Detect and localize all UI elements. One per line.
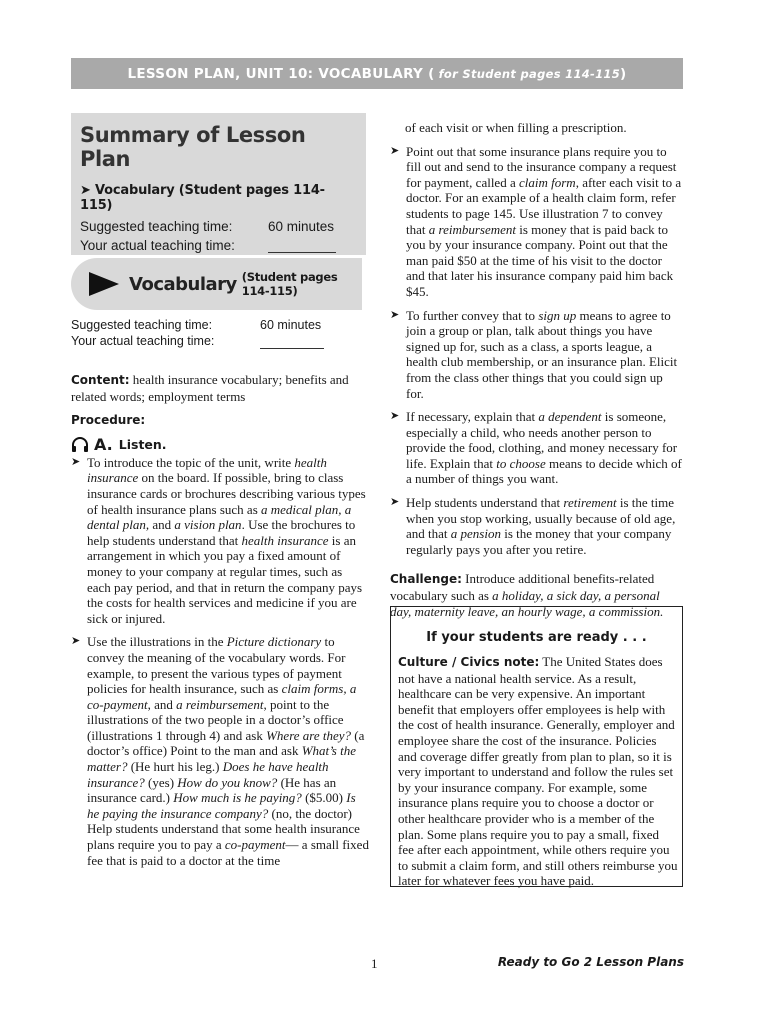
vocab-suggested-row: Suggested teaching time: 60 minutes [71, 318, 322, 332]
right-column [390, 120, 683, 619]
header-subtitle: for Student pages 114-115 [438, 66, 621, 81]
procedure-label: Procedure: [71, 413, 146, 428]
blank-line [260, 334, 324, 349]
header-bar: LESSON PLAN, UNIT 10: VOCABULARY ( for Student pages 114-115 ) [71, 58, 683, 89]
list-item: ➤ To introduce the topic of the unit, write health insurance on the board. If possible, bring to class insurance cards or brochures describing various types of health insurance plans such as a medical plan, a dental plan, and a vision plan. Use the brochures to help students understand that health insurance is an arrangement in which you pay a fixed amount of money to your company at regular times, such as each pay period, and that in return the company pays the costs for health services and medicine if you are sick or injured. [71, 455, 369, 627]
culture-note: Culture / Civics note: The United States does not have a national health service. As a result, healthcare can be very expensive. An important benefit that employers offer employees is help with the cost of health insurance. Generally, employer and employee share the cost of the insurance. Policies and coverage differ greatly from plan to plan, so it is very important to understand and follow the rules set by your insurance company. For example, some insurance plans require you to choose a doctor or other healthcare provider who is a member of the plan. Some plans require you to pay a small, fixed fee after each appointment, while others require you to submit a claim form, and still others reimburse you later for whatever fees you have paid. [398, 654, 678, 889]
vocabulary-pages: (Student pages 114-115) [241, 270, 338, 298]
summary-box [71, 113, 366, 255]
listen-heading: A. Listen. [71, 437, 369, 453]
list-item: ➤ Point out that some insurance plans require you to fill out and send to the insurance company a request for payment, called a claim form, after each visit to a doctor. For an example of a health claim form, refer students to page 145. Use illustration 7 to convey that a reimbursement is money that is paid back to you by your insurance company. Point out that the man paid $50 at the time of his visit to the doctor and that later his insurance company paid him back $45. [390, 144, 683, 300]
content-paragraph: Content: health insurance vocabulary; benefits and related words; employment terms [71, 372, 349, 404]
list-item: ➤ Help students understand that retirement is the time when you stop working, usually because of old age, and that a pension is the money that your company regularly pays you after you retire. [390, 495, 683, 557]
book-title: Ready to Go 2 Lesson Plans [497, 955, 684, 969]
ready-heading: If your students are ready . . . [426, 630, 647, 645]
vocabulary-heading: Vocabulary [129, 273, 237, 295]
header-title: LESSON PLAN, UNIT 10: VOCABULARY ( [127, 65, 435, 82]
vocabulary-banner [71, 258, 362, 310]
arrow-icon [89, 272, 119, 296]
left-column [71, 372, 369, 868]
list-item: ➤ Use the illustrations in the Picture dictionary to convey the meaning of the vocabulary words. For example, to present the various types of payment policies for health insurance, such as claim forms, a co-payment, and a reimbursement, point to the illustrations of the two people in a doctor’s office (illustrations 1 through 4) and ask Where are they? (a doctor’s office) Point to the man and ask What’s the matter? (He hurt his leg.) Does he have health insurance? (yes) How do you know? (He has an insurance card.) How much is he paying? ($5.00) Is he paying the insurance company? (no, the doctor) Help students understand that some health insurance plans require you to pay a co-payment— a small fixed fee that is paid to a doctor at the time [71, 634, 369, 868]
vocab-actual-row: Your actual teaching time: [71, 334, 324, 349]
page-number: 1 [371, 956, 378, 971]
list-item: ➤ To further convey that to sign up means to agree to join a group or plan, talk about things you have signed up for, such as a class, a sports league, a health club membership, or an insurance plan. Elicit from the class other things that you could sign up for. [390, 308, 683, 402]
blank-line [268, 238, 336, 253]
headphones-icon [71, 437, 89, 453]
summary-title: Summary of Lesson Plan [80, 123, 306, 171]
challenge-paragraph: Challenge: Introduce additional benefits-related vocabulary such as a holiday, a sick day, a personal day, maternity leave, an hourly wage, a commission. [390, 571, 664, 619]
continued-paragraph: of each visit or when filling a prescription. [405, 120, 627, 135]
summary-subheading: ➤ Vocabulary (Student pages 114-115) [80, 183, 325, 213]
list-item: ➤ If necessary, explain that a dependent is someone, especially a child, who needs another person to provide the food, clothing, and money necessary for life. Explain that to choose means to decide which of a number of things you want. [390, 409, 683, 487]
summary-suggested-row: Suggested teaching time: 60 minutes [80, 219, 335, 234]
summary-actual-row: Your actual teaching time: [80, 238, 357, 253]
